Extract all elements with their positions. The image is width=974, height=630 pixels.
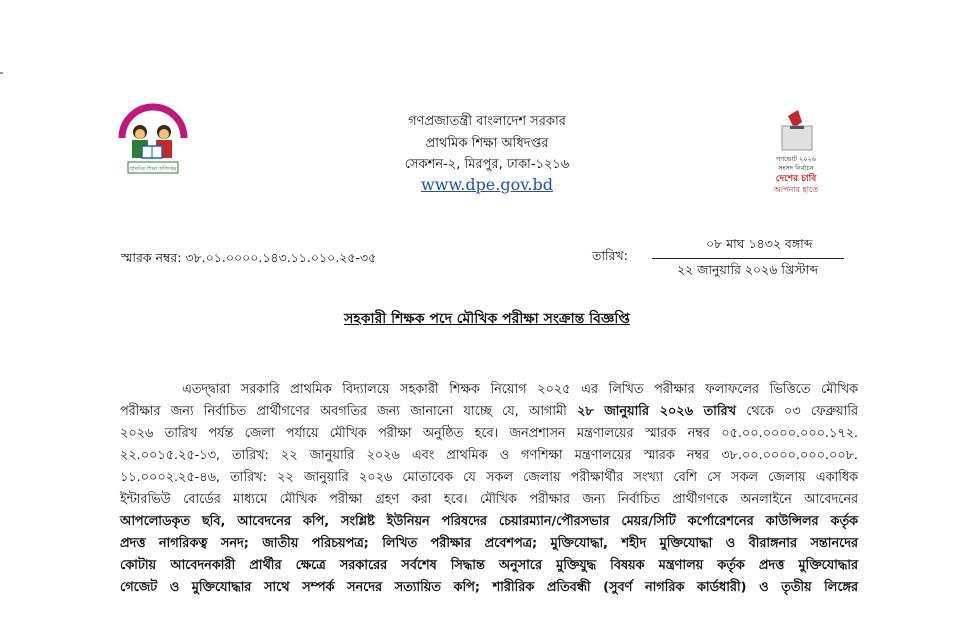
body-line: কোটায় আবেদনকারী প্রার্থীর ক্ষেত্রে সরকারের সর্বশেষ সিদ্ধান্ত অনুসারে মুক্তিযুদ্ধ বিষয়ক মন্ত্রণালয় কর্তৃক প্রদত্ত মুক্তিযোদ্ধার bbox=[120, 558, 858, 573]
body-text: পরীক্ষার জন্য নির্বাচিত প্রার্থীগণের অবগতির জন্য জানানো যাচ্ছে যে, আগামী bbox=[120, 404, 577, 419]
body-line: ২০২৬ তারিখ পর্যন্ত জেলা পর্যায়ে মৌখিক পরীক্ষা অনুষ্ঠিত হবে। জনপ্রশাসন মন্ত্রণালয়ের স্মারক নম্বর ০৫.০০.০০০০.০০০.১৭২. bbox=[120, 426, 858, 441]
body-line bbox=[120, 401, 858, 423]
election-logo-line3: দেশের চাবি bbox=[775, 174, 817, 184]
date-divider bbox=[652, 258, 844, 259]
dpe-logo-caption: প্রাথমিক শিক্ষা অধিদপ্তর bbox=[129, 166, 177, 172]
body-text: থেকে ০৩ ফেব্রুয়ারি bbox=[735, 404, 858, 419]
body-line: গেজেট ও মুক্তিযোদ্ধার সাথে সম্পর্ক সনদের সত্যায়িত কপি; শারীরিক প্রতিবন্ধী (সুবর্ণ নাগরিক কার্ডধারী) ও তৃতীয় লিঙ্গের bbox=[120, 580, 858, 595]
website-link[interactable]: www.dpe.gov.bd bbox=[421, 175, 553, 194]
body-line: প্রদত্ত নাগরিকত্ব সনদ; জাতীয় পরিচয়পত্র; লিখিত পরীক্ষার প্রবেশপত্র; মুক্তিযোদ্ধা, শহীদ মুক্তিযোদ্ধা ও বীরাঙ্গনার সন্তানদের bbox=[120, 536, 858, 551]
date-gregorian: ২২ জানুয়ারি ২০২৬ খ্রিস্টাব্দ bbox=[677, 262, 819, 277]
date-bangla: ০৮ মাঘ ১৪৩২ বঙ্গাব্দ bbox=[706, 236, 813, 251]
body-line: ২২.০০১৫.২৫-১৩, তারিখ: ২২ জানুয়ারি ২০২৬ এবং প্রাথমিক ও গণশিক্ষা মন্ত্রণালয়ের স্মারক নম্বর ৩৮.০০.০০০০.০০০.০০৮. bbox=[120, 448, 858, 463]
body-line: এতদ্দ্বারা সরকারি প্রাথমিক বিদ্যালয়ে সহকারী শিক্ষক নিয়োগ ২০২৫ এর লিখিত পরীক্ষার ফলাফলের ভিত্তিতে মৌখিক bbox=[182, 382, 858, 397]
office-address: সেকশন-২, মিরপুর, ঢাকা-১২১৬ bbox=[404, 157, 570, 172]
notice-subject bbox=[0, 307, 974, 331]
election-logo-line1: গণভোট ২০২৬ bbox=[775, 155, 817, 163]
directorate-name: প্রাথমিক শিক্ষা অধিদপ্তর bbox=[425, 136, 549, 151]
page-edge-mark bbox=[0, 72, 3, 74]
body-highlight-date: ২৮ জানুয়ারি ২০২৬ তারিখ bbox=[576, 404, 736, 419]
election-logo-line4: আপনার হাতে bbox=[773, 185, 819, 194]
election-ballot-logo-icon bbox=[752, 104, 840, 196]
body-line: আপলোডকৃত ছবি, আবেদনের কপি, সংশ্লিষ্ট ইউনিয়ন পরিষদের চেয়ারম্যান/পৌরসভার মেয়র/সিটি কর্পোরেশনের কাউন্সিলর কর্তৃক bbox=[120, 514, 858, 529]
memo-number: স্মারক নম্বর: ৩৮.০১.০০০০.১৪৩.১১.০১০.২৫-৩৫ bbox=[121, 250, 377, 265]
date-label: তারিখ: bbox=[592, 248, 628, 263]
notice-subject-text: সহকারী শিক্ষক পদে মৌখিক পরীক্ষা সংক্রান্ত বিজ্ঞপ্তি bbox=[344, 311, 630, 327]
government-name: গণপ্রজাতন্ত্রী বাংলাদেশ সরকার bbox=[408, 114, 566, 129]
election-logo-line2: সংসদ নির্বাচন bbox=[778, 164, 814, 172]
body-line: ইন্টারভিউ বোর্ডের মাধ্যমে মৌখিক পরীক্ষা গ্রহণ করা হবে। মৌখিক পরীক্ষার জন্য নির্বাচিত প্রার্থীগণকে অনলাইনে আবেদনের bbox=[120, 492, 858, 507]
body-line: ১১.০০০২.২৫-৪৬, তারিখ: ২২ জানুয়ারি ২০২৬ মোতাবেক যে সকল জেলায় পরীক্ষার্থীর সংখ্যা বেশি সে সকল জেলায় একাধিক bbox=[120, 470, 858, 485]
